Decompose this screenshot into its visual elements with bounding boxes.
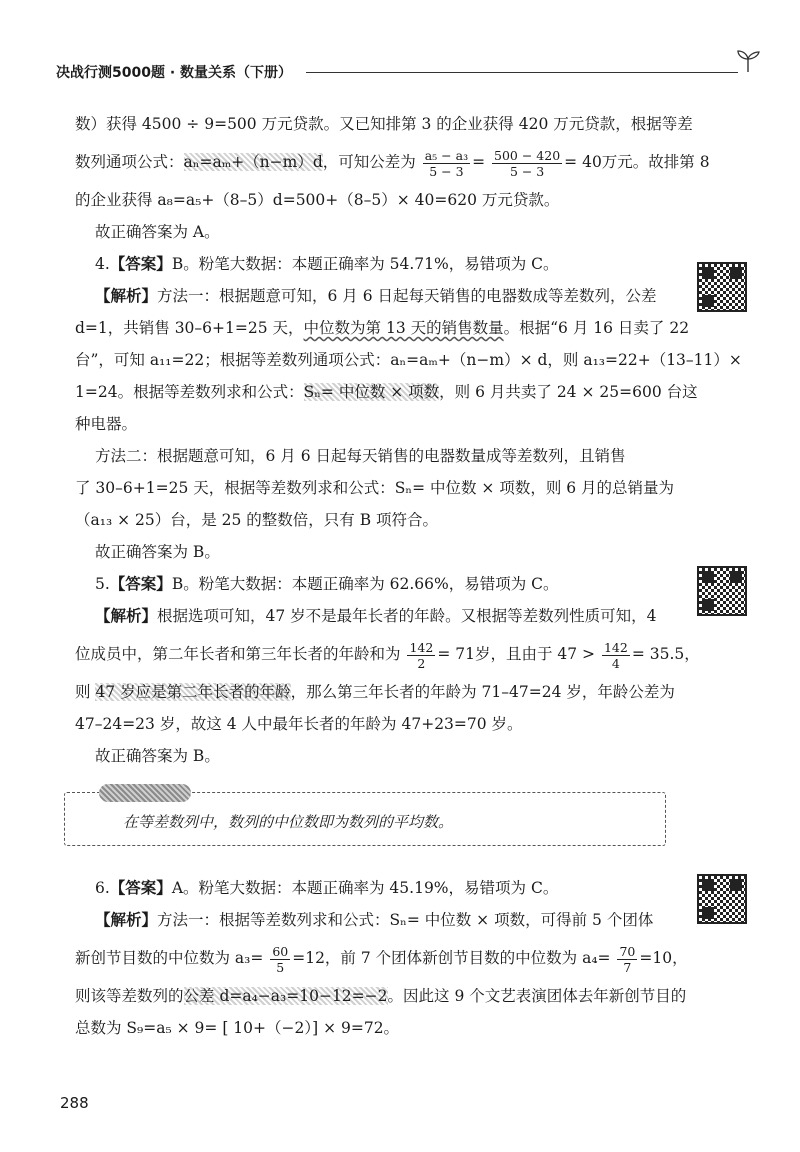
text-line: 了 30–6+1=25 天，根据等差数列求和公式：Sₙ= 中位数 × 项数，则 6 月的总销量为 <box>75 479 675 497</box>
highlight: Sₙ= 中位数 × 项数 <box>303 383 440 401</box>
highlight: 公差 d=a₄−a₃=10−12=−2 <box>183 987 388 1005</box>
text-line: 新创节目数的中位数为 a₃= $\frac{60}{5}$ =12，前 7 个团体新创节目数的中位数为 a₄= $\frac{70}{7}$ =10， <box>75 943 688 975</box>
fraction: $\frac{142}{2}$ <box>409 639 434 671</box>
answer-heading: 6.【答案】A。粉笔大数据：本题正确率为 45.19%，易错项为 C。 <box>95 878 559 897</box>
formula: aₙ=aₘ+（n−m）d <box>183 153 323 171</box>
analysis-tag: 【解析】 <box>95 606 158 625</box>
sprout-icon <box>734 48 762 74</box>
fraction: $\frac{60}{5}$ <box>272 943 289 975</box>
tip-box <box>64 792 666 846</box>
answer-tag: 【答案】 <box>109 878 172 897</box>
text-line: 数）获得 4500 ÷ 9=500 万元贷款。又已知排第 3 的企业获得 420 万元贷款，根据等差 <box>75 115 693 133</box>
tip-label-badge <box>99 784 191 802</box>
analysis-line: 【解析】根据选项可知，47 岁不是最年长者的年龄。又根据等差数列性质可知，4 <box>95 606 657 625</box>
analysis-tag: 【解析】 <box>95 910 158 929</box>
highlight: 中位数为第 13 天的销售数量 <box>303 319 504 337</box>
text-line: （a₁₃ × 25）台，是 25 的整数倍，只有 B 项符合。 <box>75 511 439 529</box>
page-number: 288 <box>60 1094 89 1112</box>
answer-line: 故正确答案为 B。 <box>95 747 220 765</box>
text-line: 位成员中，第二年长者和第三年长者的年龄和为 $\frac{142}{2}$ = 71岁，且由于 47 > $\frac{142}{4}$ = 35.5， <box>75 639 700 671</box>
text-line: 47–24=23 岁，故这 4 人中最年长者的年龄为 47+23=70 岁。 <box>75 715 523 733</box>
qr-code-icon[interactable] <box>697 874 747 924</box>
header-rule <box>306 72 738 73</box>
running-header <box>56 62 756 84</box>
text-line: 的企业获得 a₈=a₅+（8–5）d=500+（8–5）× 40=620 万元贷款。 <box>75 191 560 209</box>
analysis-line: 【解析】方法一：根据题意可知，6 月 6 日起每天销售的电器数成等差数列，公差 <box>95 286 657 305</box>
fraction: $\frac{142}{4}$ <box>603 639 628 671</box>
fraction: $\frac{70}{7}$ <box>619 943 636 975</box>
answer-heading: 5.【答案】B。粉笔大数据：本题正确率为 62.66%，易错项为 C。 <box>95 574 559 593</box>
highlight: 47 岁应是第二年长者的年龄 <box>95 683 291 701</box>
text-line: 则 47 岁应是第二年长者的年龄，那么第三年长者的年龄为 71–47=24 岁，年龄公差为 <box>75 683 675 701</box>
qr-code-icon[interactable] <box>697 262 747 312</box>
tip-text: 在等差数列中，数列的中位数即为数列的平均数。 <box>123 813 454 831</box>
answer-tag: 【答案】 <box>109 254 172 273</box>
text-line: 1=24。根据等差数列求和公式：Sₙ= 中位数 × 项数，则 6 月共卖了 24 × 25=600 台这 <box>75 383 698 401</box>
text-line: 台”，可知 a₁₁=22；根据等差数列通项公式：aₙ=aₘ+（n−m）× d，则 a₁₃=22+（13–11）× <box>75 351 742 369</box>
qr-code-icon[interactable] <box>697 566 747 616</box>
answer-line: 故正确答案为 B。 <box>95 543 220 561</box>
text-line: 方法二：根据题意可知，6 月 6 日起每天销售的电器数量成等差数列，且销售 <box>95 447 626 465</box>
answer-line: 故正确答案为 A。 <box>95 223 220 241</box>
fraction: $\frac{500 - 420}{5 - 3}$ <box>494 147 561 179</box>
answer-tag: 【答案】 <box>109 574 172 593</box>
page-body-lower <box>75 872 688 1044</box>
book-title: 决战行测5000题 · 数量关系（下册） <box>56 65 293 81</box>
page-body <box>75 108 742 772</box>
fraction: $\frac{\text{a₅ − a₃}}{5 - 3}$ <box>424 147 469 179</box>
analysis-tag: 【解析】 <box>95 286 158 305</box>
analysis-line: 【解析】方法一：根据等差数列求和公式：Sₙ= 中位数 × 项数，可得前 5 个团体 <box>95 910 654 929</box>
text-line: 则该等差数列的公差 d=a₄−a₃=10−12=−2。因此这 9 个文艺表演团体去年新创节目的 <box>75 987 687 1005</box>
text-line: d=1，共销售 30–6+1=25 天，中位数为第 13 天的销售数量。根据“6 月 16 日卖了 22 <box>75 319 690 337</box>
answer-heading: 4.【答案】B。粉笔大数据：本题正确率为 54.71%，易错项为 C。 <box>95 254 559 273</box>
text-line: 种电器。 <box>75 415 138 433</box>
text-line: 总数为 S₉=a₅ × 9= [ 10+（−2）] × 9=72。 <box>75 1019 400 1037</box>
text-line: 数列通项公式：aₙ=aₘ+（n−m）d，可知公差为 $\frac{\text{a₅ − a₃}}{5 - 3}$ = $\frac{500 - 420}{5 - 3}$ = 40万元。故排第 8 <box>75 147 710 179</box>
